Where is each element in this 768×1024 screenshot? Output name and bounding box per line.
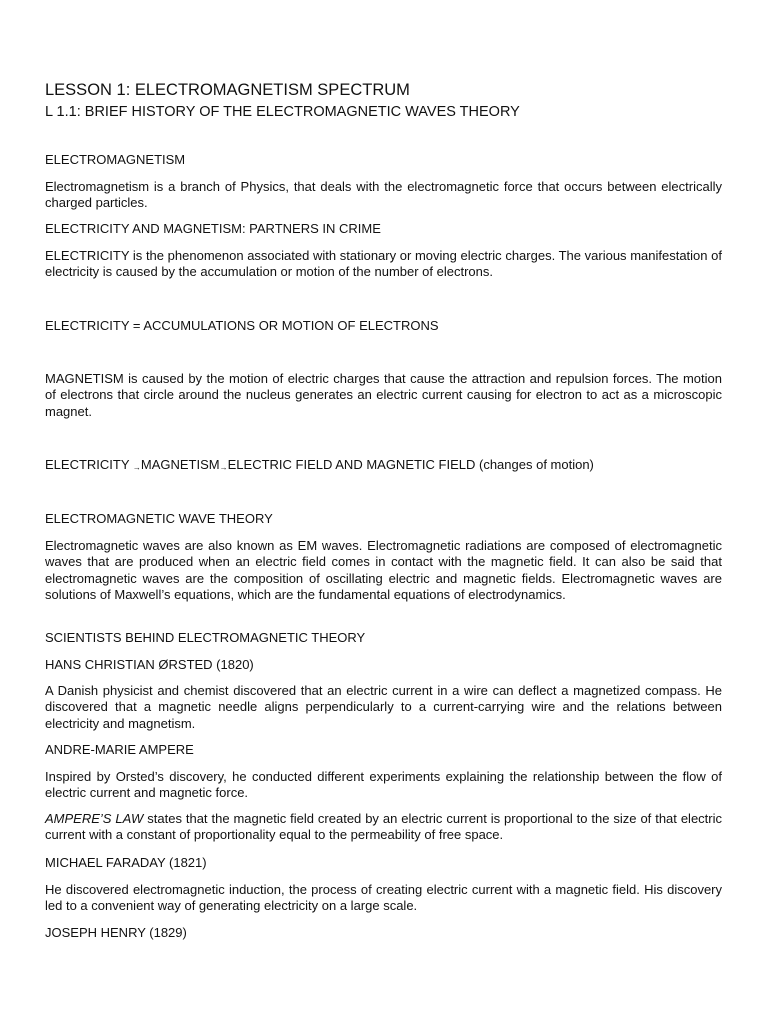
arrow-right-icon: → — [132, 463, 141, 472]
electricity-formula: ELECTRICITY = ACCUMULATIONS OR MOTION OF ELECTRONS — [45, 318, 439, 333]
electromagnetism-paragraph: Electromagnetism is a branch of Physics, that deals with the electromagnetic force that occurs between electrically charged particles. — [45, 179, 722, 211]
magnetism-paragraph: MAGNETISM is caused by the motion of electric charges that cause the attraction and repulsion forces. The motion of electrons that circle around the nucleus generates an electric current causing for electron to act as a microscopic magnet. — [45, 371, 722, 419]
lesson-title: LESSON 1: ELECTROMAGNETISM SPECTRUM — [45, 81, 410, 99]
electricity-magnetism-flow — [45, 457, 722, 476]
henry-heading: JOSEPH HENRY (1829) — [45, 925, 187, 940]
wave-theory-paragraph: Electromagnetic waves are also known as EM waves. Electromagnetic radiations are composed of electromagnetic waves that are produced when an electric field comes in contact with the magnetic field. It can also be said that electromagnetic waves are the composition of oscillating electric and magnetic fields. Electromagnetic waves are solutions of Maxwell’s equations, which are the fundamental equations of electrodynamics. — [45, 538, 722, 602]
ampere-law-paragraph — [45, 811, 722, 844]
ampere-law-text: states that the magnetic field created by an electric current is proportional to the size of that electric current with a constant of proportionality equal to the permeability of free space. — [45, 811, 722, 843]
faraday-heading: MICHAEL FARADAY (1821) — [45, 855, 207, 870]
partners-heading: ELECTRICITY AND MAGNETISM: PARTNERS IN CRIME — [45, 221, 381, 236]
arrow-right-icon: → — [219, 463, 228, 472]
lesson-subtitle: L 1.1: BRIEF HISTORY OF THE ELECTROMAGNETIC WAVES THEORY — [45, 104, 520, 120]
electricity-paragraph: ELECTRICITY is the phenomenon associated with stationary or moving electric charges. The various manifestation of electricity is caused by the accumulation or motion of the number of electrons. — [45, 248, 722, 280]
flow-fields: ELECTRIC FIELD AND MAGNETIC FIELD (changes of motion) — [227, 457, 594, 472]
flow-electricity: ELECTRICITY — [45, 457, 133, 472]
ampere-heading: ANDRE-MARIE AMPERE — [45, 742, 194, 757]
orsted-paragraph: A Danish physicist and chemist discovered that an electric current in a wire can deflect a magnetized compass. He discovered that a magnetic needle aligns perpendicularly to a current-carrying wire and the relations between electricity and magnetism. — [45, 683, 722, 731]
scientists-heading: SCIENTISTS BEHIND ELECTROMAGNETIC THEORY — [45, 630, 366, 645]
flow-magnetism: MAGNETISM — [140, 457, 220, 472]
wave-theory-heading: ELECTROMAGNETIC WAVE THEORY — [45, 511, 273, 526]
ampere-law-term: AMPERE’S LAW — [45, 811, 144, 826]
faraday-paragraph: He discovered electromagnetic induction, the process of creating electric current with a magnetic field. His discovery led to a convenient way of generating electricity on a large scale. — [45, 882, 722, 914]
ampere-paragraph: Inspired by Orsted’s discovery, he conducted different experiments explaining the relationship between the flow of electric current and magnetic force. — [45, 769, 722, 801]
orsted-heading: HANS CHRISTIAN ØRSTED (1820) — [45, 657, 254, 672]
electromagnetism-heading: ELECTROMAGNETISM — [45, 152, 186, 167]
